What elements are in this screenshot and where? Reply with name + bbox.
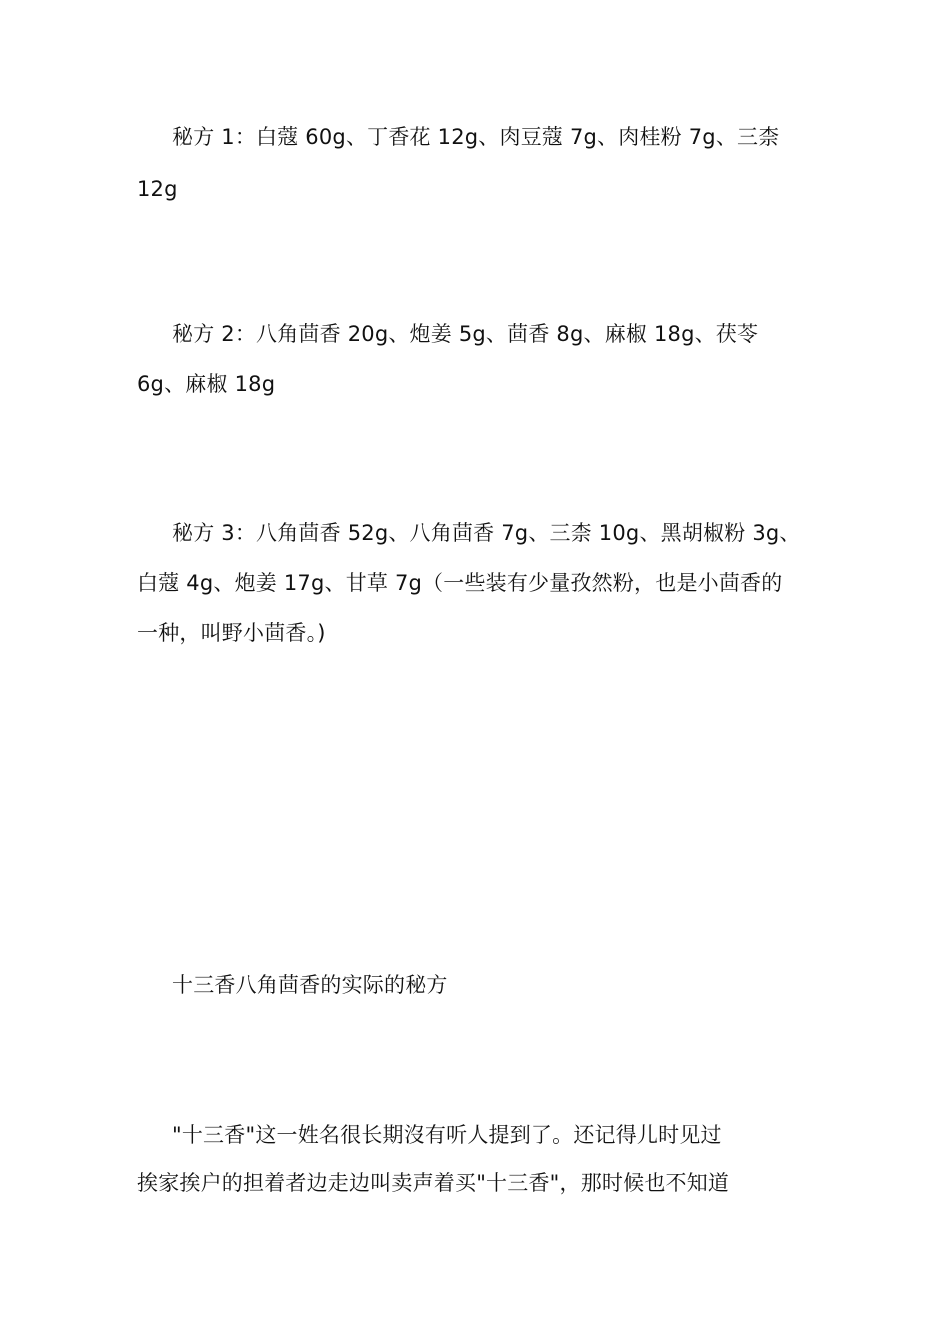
recipe-3-line-1: 秘方 3：八角茴香 52g、八角茴香 7g、三柰 10g、黑胡椒粉 3g、 bbox=[172, 521, 801, 545]
paragraph-line-2: 挨家挨户的担着者边走边叫卖声着买"十三香"，那时候也不知道 bbox=[137, 1171, 730, 1195]
recipe-2-line-2: 6g、麻椒 18g bbox=[137, 372, 276, 396]
paragraph-line-1: "十三香"这一姓名很长期沒有听人提到了。还记得儿时见过 bbox=[172, 1123, 722, 1147]
recipe-3-line-2: 白蔻 4g、炮姜 17g、甘草 7g（一些装有少量孜然粉，也是小茴香的 bbox=[137, 571, 783, 595]
recipe-1-line-2: 12g bbox=[137, 177, 178, 201]
recipe-1-line-1: 秘方 1：白蔻 60g、丁香花 12g、肉豆蔻 7g、肉桂粉 7g、三柰 bbox=[172, 125, 780, 149]
section-heading: 十三香八角茴香的实际的秘方 bbox=[172, 973, 448, 997]
recipe-2-line-1: 秘方 2：八角茴香 20g、炮姜 5g、茴香 8g、麻椒 18g、茯苓 bbox=[172, 322, 759, 346]
recipe-3-line-3: 一种，叫野小茴香。) bbox=[137, 621, 326, 645]
